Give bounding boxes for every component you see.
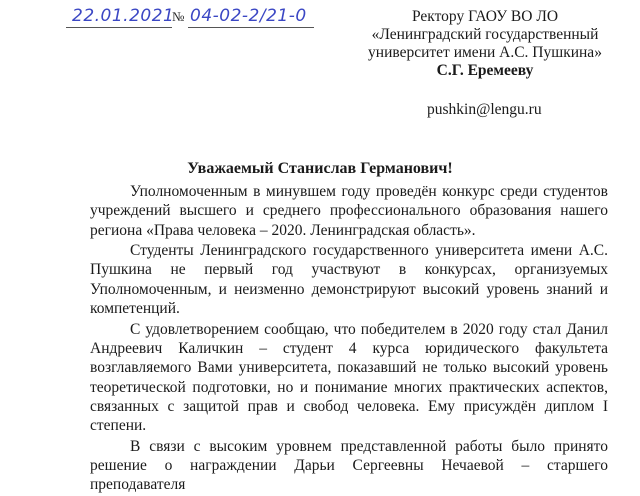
number-underline xyxy=(188,27,314,28)
paragraph: С удовлетворением сообщаю, что победителем в 2020 году стал Данил Андреевич Каличкин – студент 4 курса юридического факультета возглавляемого Вами университета, показавший не только высокий уровень теоретической подготовки, но и понимание многих практических аспектов, связанных с защитой прав и свобод человека. Ему присуждён диплом I степени. xyxy=(90,320,608,435)
paragraph: Уполномоченным в минувшем году проведён конкурс среди студентов учреждений высшего и среднего профессионального образования нашего региона «Права человека – 2020. Ленинградская область». xyxy=(90,183,608,239)
addressee-line-1: Ректору ГАОУ ВО ЛО xyxy=(411,8,559,25)
letter-greeting: Уважаемый Станислав Германович! xyxy=(187,160,453,177)
number-sign: № xyxy=(172,9,185,24)
addressee-name: С.Г. Еремееву xyxy=(436,62,534,79)
addressee-line-2: «Ленинградский государственный xyxy=(371,26,599,43)
addressee-email: pushkin@lengu.ru xyxy=(427,101,542,118)
letter-body xyxy=(90,182,608,496)
handwritten-date: 22.01.2021 xyxy=(72,6,175,26)
date-underline xyxy=(66,27,172,28)
addressee-block xyxy=(340,8,630,80)
handwritten-number: 04-02-2/21-0 xyxy=(190,6,307,26)
paragraph: Студенты Ленинградского государственного университета имени А.С. Пушкина не первый год участвуют в конкурсах, организуемых Уполномоченным, и неизменно демонстрируют высокий уровень знаний и компетенций. xyxy=(90,242,608,318)
paragraph: В связи с высоким уровнем представленной работы было принято решение о награждении Дарьи Сергеевны Нечаевой – старшего преподавателя xyxy=(90,437,608,494)
document-registration xyxy=(62,6,312,28)
addressee-line-3: университет имени А.С. Пушкина» xyxy=(368,44,602,61)
